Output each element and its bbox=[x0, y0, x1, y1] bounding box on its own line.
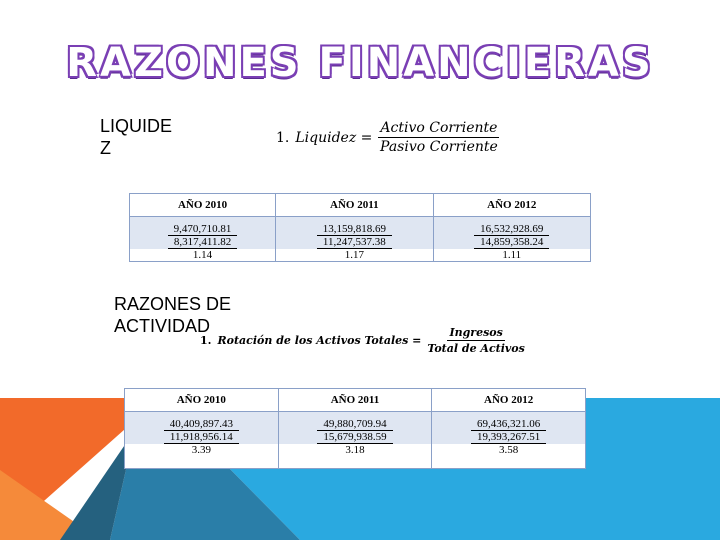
denominator-cell: 8,317,411.82 bbox=[168, 236, 237, 249]
result-cell: 3.58 bbox=[432, 444, 586, 469]
col-header: AÑO 2011 bbox=[276, 194, 433, 217]
result-cell: 1.11 bbox=[433, 249, 590, 262]
numerator-cell: 40,409,897.43 bbox=[164, 418, 239, 431]
formula-name: Rotación de los Activos Totales = bbox=[217, 334, 422, 347]
numerator-cell: 69,436,321.06 bbox=[471, 418, 546, 431]
formula-number: 1. bbox=[276, 129, 290, 146]
numerator-cell: 9,470,710.81 bbox=[168, 223, 238, 236]
col-header: AÑO 2010 bbox=[125, 389, 279, 412]
formula-number: 1. bbox=[200, 334, 212, 347]
denominator-cell: 14,859,358.24 bbox=[474, 236, 549, 249]
numerator-cell: 16,532,928.69 bbox=[474, 223, 549, 236]
result-cell: 1.14 bbox=[130, 249, 276, 262]
result-cell: 1.17 bbox=[276, 249, 433, 262]
liquidity-label: LIQUIDE Z bbox=[100, 116, 173, 158]
denominator-cell: 11,918,956.14 bbox=[164, 431, 239, 444]
formula-denominator: Total de Activos bbox=[427, 342, 525, 355]
formula-numerator: Ingresos bbox=[449, 326, 503, 339]
denominator-cell: 15,679,938.59 bbox=[317, 431, 392, 444]
result-cell: 3.18 bbox=[278, 444, 432, 469]
col-header: AÑO 2011 bbox=[278, 389, 432, 412]
liquidity-formula bbox=[276, 120, 499, 155]
formula-fraction bbox=[378, 120, 499, 155]
col-header: AÑO 2010 bbox=[130, 194, 276, 217]
denominator-cell: 11,247,537.38 bbox=[317, 236, 392, 249]
activity-table bbox=[124, 388, 586, 469]
denominator-cell: 19,393,267.51 bbox=[471, 431, 546, 444]
col-header: AÑO 2012 bbox=[432, 389, 586, 412]
formula-fraction bbox=[427, 326, 524, 355]
formula-denominator: Pasivo Corriente bbox=[380, 139, 498, 155]
formula-numerator: Activo Corriente bbox=[380, 120, 498, 136]
activity-label: RAZONES DE ACTIVIDAD bbox=[114, 294, 232, 336]
activity-formula bbox=[200, 326, 525, 355]
numerator-cell: 49,880,709.94 bbox=[317, 418, 392, 431]
liquidity-table bbox=[129, 193, 591, 262]
result-cell: 3.39 bbox=[125, 444, 279, 469]
page-title: RAZONES FINANCIERAS bbox=[66, 40, 654, 86]
formula-name: Liquidez = bbox=[295, 129, 373, 146]
col-header: AÑO 2012 bbox=[433, 194, 590, 217]
numerator-cell: 13,159,818.69 bbox=[317, 223, 392, 236]
